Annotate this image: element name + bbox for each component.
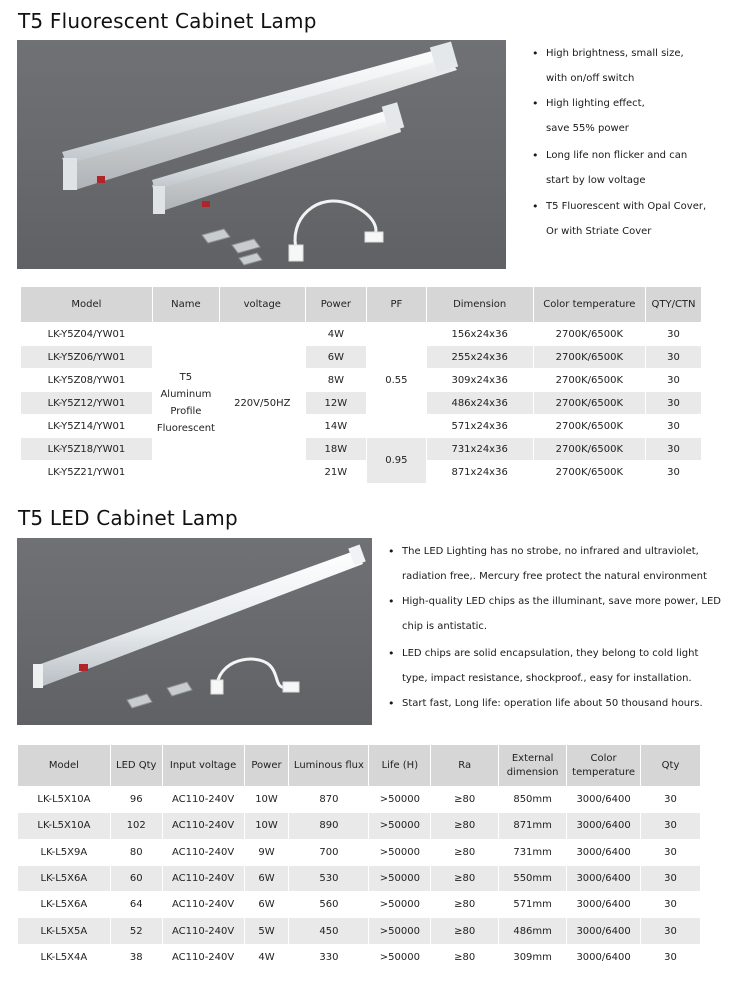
col-header: Model: [21, 287, 153, 323]
led-lamp-photo: [17, 538, 372, 725]
cell-life: >50000: [369, 839, 431, 865]
mounting-clips: [202, 229, 262, 265]
feature-item: • Start fast, Long life: operation life about 50 thousand hours.: [386, 691, 736, 716]
feature-item: • Long life non flicker and can start by low voltage: [530, 143, 740, 194]
cell-color: 3000/6400: [567, 787, 641, 813]
cell-voltage: AC110-240V: [162, 892, 244, 918]
cell-flux: 450: [289, 918, 369, 944]
cell-model: LK-Y5Z14/YW01: [21, 415, 153, 438]
table-row: [18, 787, 701, 813]
cell-color: 3000/6400: [567, 892, 641, 918]
feature-item: • High-quality LED chips as the illuminant, save more power, LED chip is antistatic.: [386, 589, 736, 641]
col-header: Input voltage: [162, 745, 244, 787]
cell-power: 8W: [305, 369, 367, 392]
cell-name: T5 Aluminum Profile Fluorescent: [152, 323, 219, 484]
col-header: Luminous flux: [289, 745, 369, 787]
cell-ra: ≥80: [431, 813, 499, 839]
cell-led-qty: 102: [110, 813, 162, 839]
table-row: [18, 918, 701, 944]
cell-color: 2700K/6500K: [533, 346, 645, 369]
cell-voltage: AC110-240V: [162, 787, 244, 813]
cell-voltage: AC110-240V: [162, 839, 244, 865]
cell-flux: 890: [289, 813, 369, 839]
cell-qty: 30: [646, 438, 702, 461]
led-tube: [33, 544, 366, 688]
cell-dimension: 550mm: [499, 865, 567, 891]
cell-ra: ≥80: [431, 918, 499, 944]
cell-pf: 0.55: [367, 323, 426, 438]
col-header: QTY/CTN: [646, 287, 702, 323]
cell-led-qty: 64: [110, 892, 162, 918]
cell-dimension: 731mm: [499, 839, 567, 865]
cell-dimension: 486x24x36: [426, 392, 533, 415]
cell-ra: ≥80: [431, 839, 499, 865]
cell-ra: ≥80: [431, 787, 499, 813]
cell-model: LK-L5X6A: [18, 865, 111, 891]
col-header: PF: [367, 287, 426, 323]
cell-color: 2700K/6500K: [533, 415, 645, 438]
cell-pf: 0.95: [367, 438, 426, 484]
table-row: [18, 944, 701, 970]
cell-model: LK-L5X10A: [18, 787, 111, 813]
section-1-title: T5 Fluorescent Cabinet Lamp: [18, 9, 317, 33]
fluorescent-lamp-photo: [17, 40, 506, 269]
col-header: External dimension: [499, 745, 567, 787]
col-header: Color temperature: [533, 287, 645, 323]
fluorescent-lamp-illustration: [17, 40, 506, 269]
table-row: [18, 839, 701, 865]
led-features-list: [386, 539, 736, 716]
table-row: [18, 813, 701, 839]
col-header: Model: [18, 745, 111, 787]
cell-color: 3000/6400: [567, 813, 641, 839]
cell-qty: 30: [646, 346, 702, 369]
led-spec-table: [17, 744, 701, 971]
cell-model: LK-L5X5A: [18, 918, 111, 944]
cell-led-qty: 96: [110, 787, 162, 813]
led-table-body: [18, 787, 701, 971]
cell-color: 2700K/6500K: [533, 323, 645, 346]
cell-dimension: 156x24x36: [426, 323, 533, 346]
col-header: Power: [305, 287, 367, 323]
col-header: LED Qty: [110, 745, 162, 787]
cell-model: LK-Y5Z12/YW01: [21, 392, 153, 415]
cell-life: >50000: [369, 865, 431, 891]
col-header: Power: [244, 745, 289, 787]
cell-color: 3000/6400: [567, 839, 641, 865]
cell-dimension: 871x24x36: [426, 461, 533, 484]
cell-ra: ≥80: [431, 944, 499, 970]
connector-cable: [289, 201, 383, 261]
feature-item: • LED chips are solid encapsulation, they belong to cold light type, impact resistance, shockproof., easy for installation.: [386, 641, 736, 691]
cell-life: >50000: [369, 944, 431, 970]
cell-flux: 560: [289, 892, 369, 918]
cell-flux: 530: [289, 865, 369, 891]
cell-qty: 30: [646, 392, 702, 415]
cell-power: 6W: [305, 346, 367, 369]
cell-led-qty: 80: [110, 839, 162, 865]
led-lamp-illustration: [17, 538, 372, 725]
cell-model: LK-Y5Z06/YW01: [21, 346, 153, 369]
cell-dimension: 731x24x36: [426, 438, 533, 461]
feature-item: • High lighting effect, save 55% power: [530, 91, 740, 143]
table-header-row: [21, 287, 702, 323]
table-row: [21, 438, 702, 461]
cell-flux: 330: [289, 944, 369, 970]
cell-led-qty: 60: [110, 865, 162, 891]
cell-qty: 30: [646, 461, 702, 484]
cell-color: 3000/6400: [567, 918, 641, 944]
table-row: [21, 461, 702, 484]
cell-dimension: 571mm: [499, 892, 567, 918]
cell-dimension: 850mm: [499, 787, 567, 813]
cell-life: >50000: [369, 787, 431, 813]
cell-model: LK-Y5Z18/YW01: [21, 438, 153, 461]
col-header: Name: [152, 287, 219, 323]
cell-voltage: AC110-240V: [162, 813, 244, 839]
fluorescent-features-list: [530, 41, 740, 244]
cell-power: 14W: [305, 415, 367, 438]
cell-model: LK-L5X10A: [18, 813, 111, 839]
cell-life: >50000: [369, 918, 431, 944]
cell-voltage: AC110-240V: [162, 865, 244, 891]
cell-qty: 30: [641, 813, 701, 839]
cell-ra: ≥80: [431, 892, 499, 918]
col-header: Ra: [431, 745, 499, 787]
cell-led-qty: 52: [110, 918, 162, 944]
cell-dimension: 309mm: [499, 944, 567, 970]
cell-model: LK-Y5Z21/YW01: [21, 461, 153, 484]
cell-qty: 30: [646, 369, 702, 392]
table-row: [21, 392, 702, 415]
cell-power: 10W: [244, 787, 289, 813]
fluorescent-spec-table: [20, 286, 702, 484]
cell-qty: 30: [641, 865, 701, 891]
cell-voltage: AC110-240V: [162, 918, 244, 944]
col-header: Qty: [641, 745, 701, 787]
cell-qty: 30: [646, 323, 702, 346]
cell-model: LK-L5X6A: [18, 892, 111, 918]
cell-power: 12W: [305, 392, 367, 415]
cell-dimension: 255x24x36: [426, 346, 533, 369]
cell-color: 2700K/6500K: [533, 369, 645, 392]
cell-power: 9W: [244, 839, 289, 865]
cell-model: LK-Y5Z08/YW01: [21, 369, 153, 392]
cell-qty: 30: [641, 787, 701, 813]
cell-power: 10W: [244, 813, 289, 839]
table-row: [18, 865, 701, 891]
cell-flux: 700: [289, 839, 369, 865]
cell-color: 2700K/6500K: [533, 438, 645, 461]
cell-voltage: AC110-240V: [162, 944, 244, 970]
led-connector-cable: [211, 659, 299, 694]
cell-dimension: 571x24x36: [426, 415, 533, 438]
led-mounting-clips: [127, 682, 192, 708]
cell-ra: ≥80: [431, 865, 499, 891]
feature-item: • High brightness, small size, with on/off switch: [530, 41, 740, 91]
table-row: [21, 346, 702, 369]
feature-item: • T5 Fluorescent with Opal Cover, Or with Striate Cover: [530, 194, 740, 244]
section-2-title: T5 LED Cabinet Lamp: [18, 506, 238, 530]
cell-qty: 30: [641, 944, 701, 970]
cell-dimension: 486mm: [499, 918, 567, 944]
cell-qty: 30: [641, 839, 701, 865]
cell-life: >50000: [369, 813, 431, 839]
cell-qty: 30: [646, 415, 702, 438]
feature-item: • The LED Lighting has no strobe, no infrared and ultraviolet, radiation free,. Mercury free protect the natural environment: [386, 539, 736, 589]
cell-power: 5W: [244, 918, 289, 944]
cell-model: LK-L5X9A: [18, 839, 111, 865]
table-row: [21, 369, 702, 392]
cell-led-qty: 38: [110, 944, 162, 970]
cell-color: 3000/6400: [567, 865, 641, 891]
cell-color: 2700K/6500K: [533, 392, 645, 415]
cell-voltage: 220V/50HZ: [219, 323, 305, 484]
cell-power: 21W: [305, 461, 367, 484]
table-header-row: [18, 745, 701, 787]
col-header: Life (H): [369, 745, 431, 787]
col-header: voltage: [219, 287, 305, 323]
cell-power: 6W: [244, 892, 289, 918]
cell-power: 4W: [305, 323, 367, 346]
cell-life: >50000: [369, 892, 431, 918]
cell-color: 2700K/6500K: [533, 461, 645, 484]
cell-model: LK-L5X4A: [18, 944, 111, 970]
cell-color: 3000/6400: [567, 944, 641, 970]
cell-dimension: 309x24x36: [426, 369, 533, 392]
cell-flux: 870: [289, 787, 369, 813]
cell-qty: 30: [641, 918, 701, 944]
table-row: [21, 415, 702, 438]
table-row: [18, 892, 701, 918]
cell-qty: 30: [641, 892, 701, 918]
col-header: Color temperature: [567, 745, 641, 787]
table-row: [21, 323, 702, 346]
col-header: Dimension: [426, 287, 533, 323]
cell-power: 6W: [244, 865, 289, 891]
cell-power: 4W: [244, 944, 289, 970]
cell-dimension: 871mm: [499, 813, 567, 839]
cell-model: LK-Y5Z04/YW01: [21, 323, 153, 346]
cell-power: 18W: [305, 438, 367, 461]
